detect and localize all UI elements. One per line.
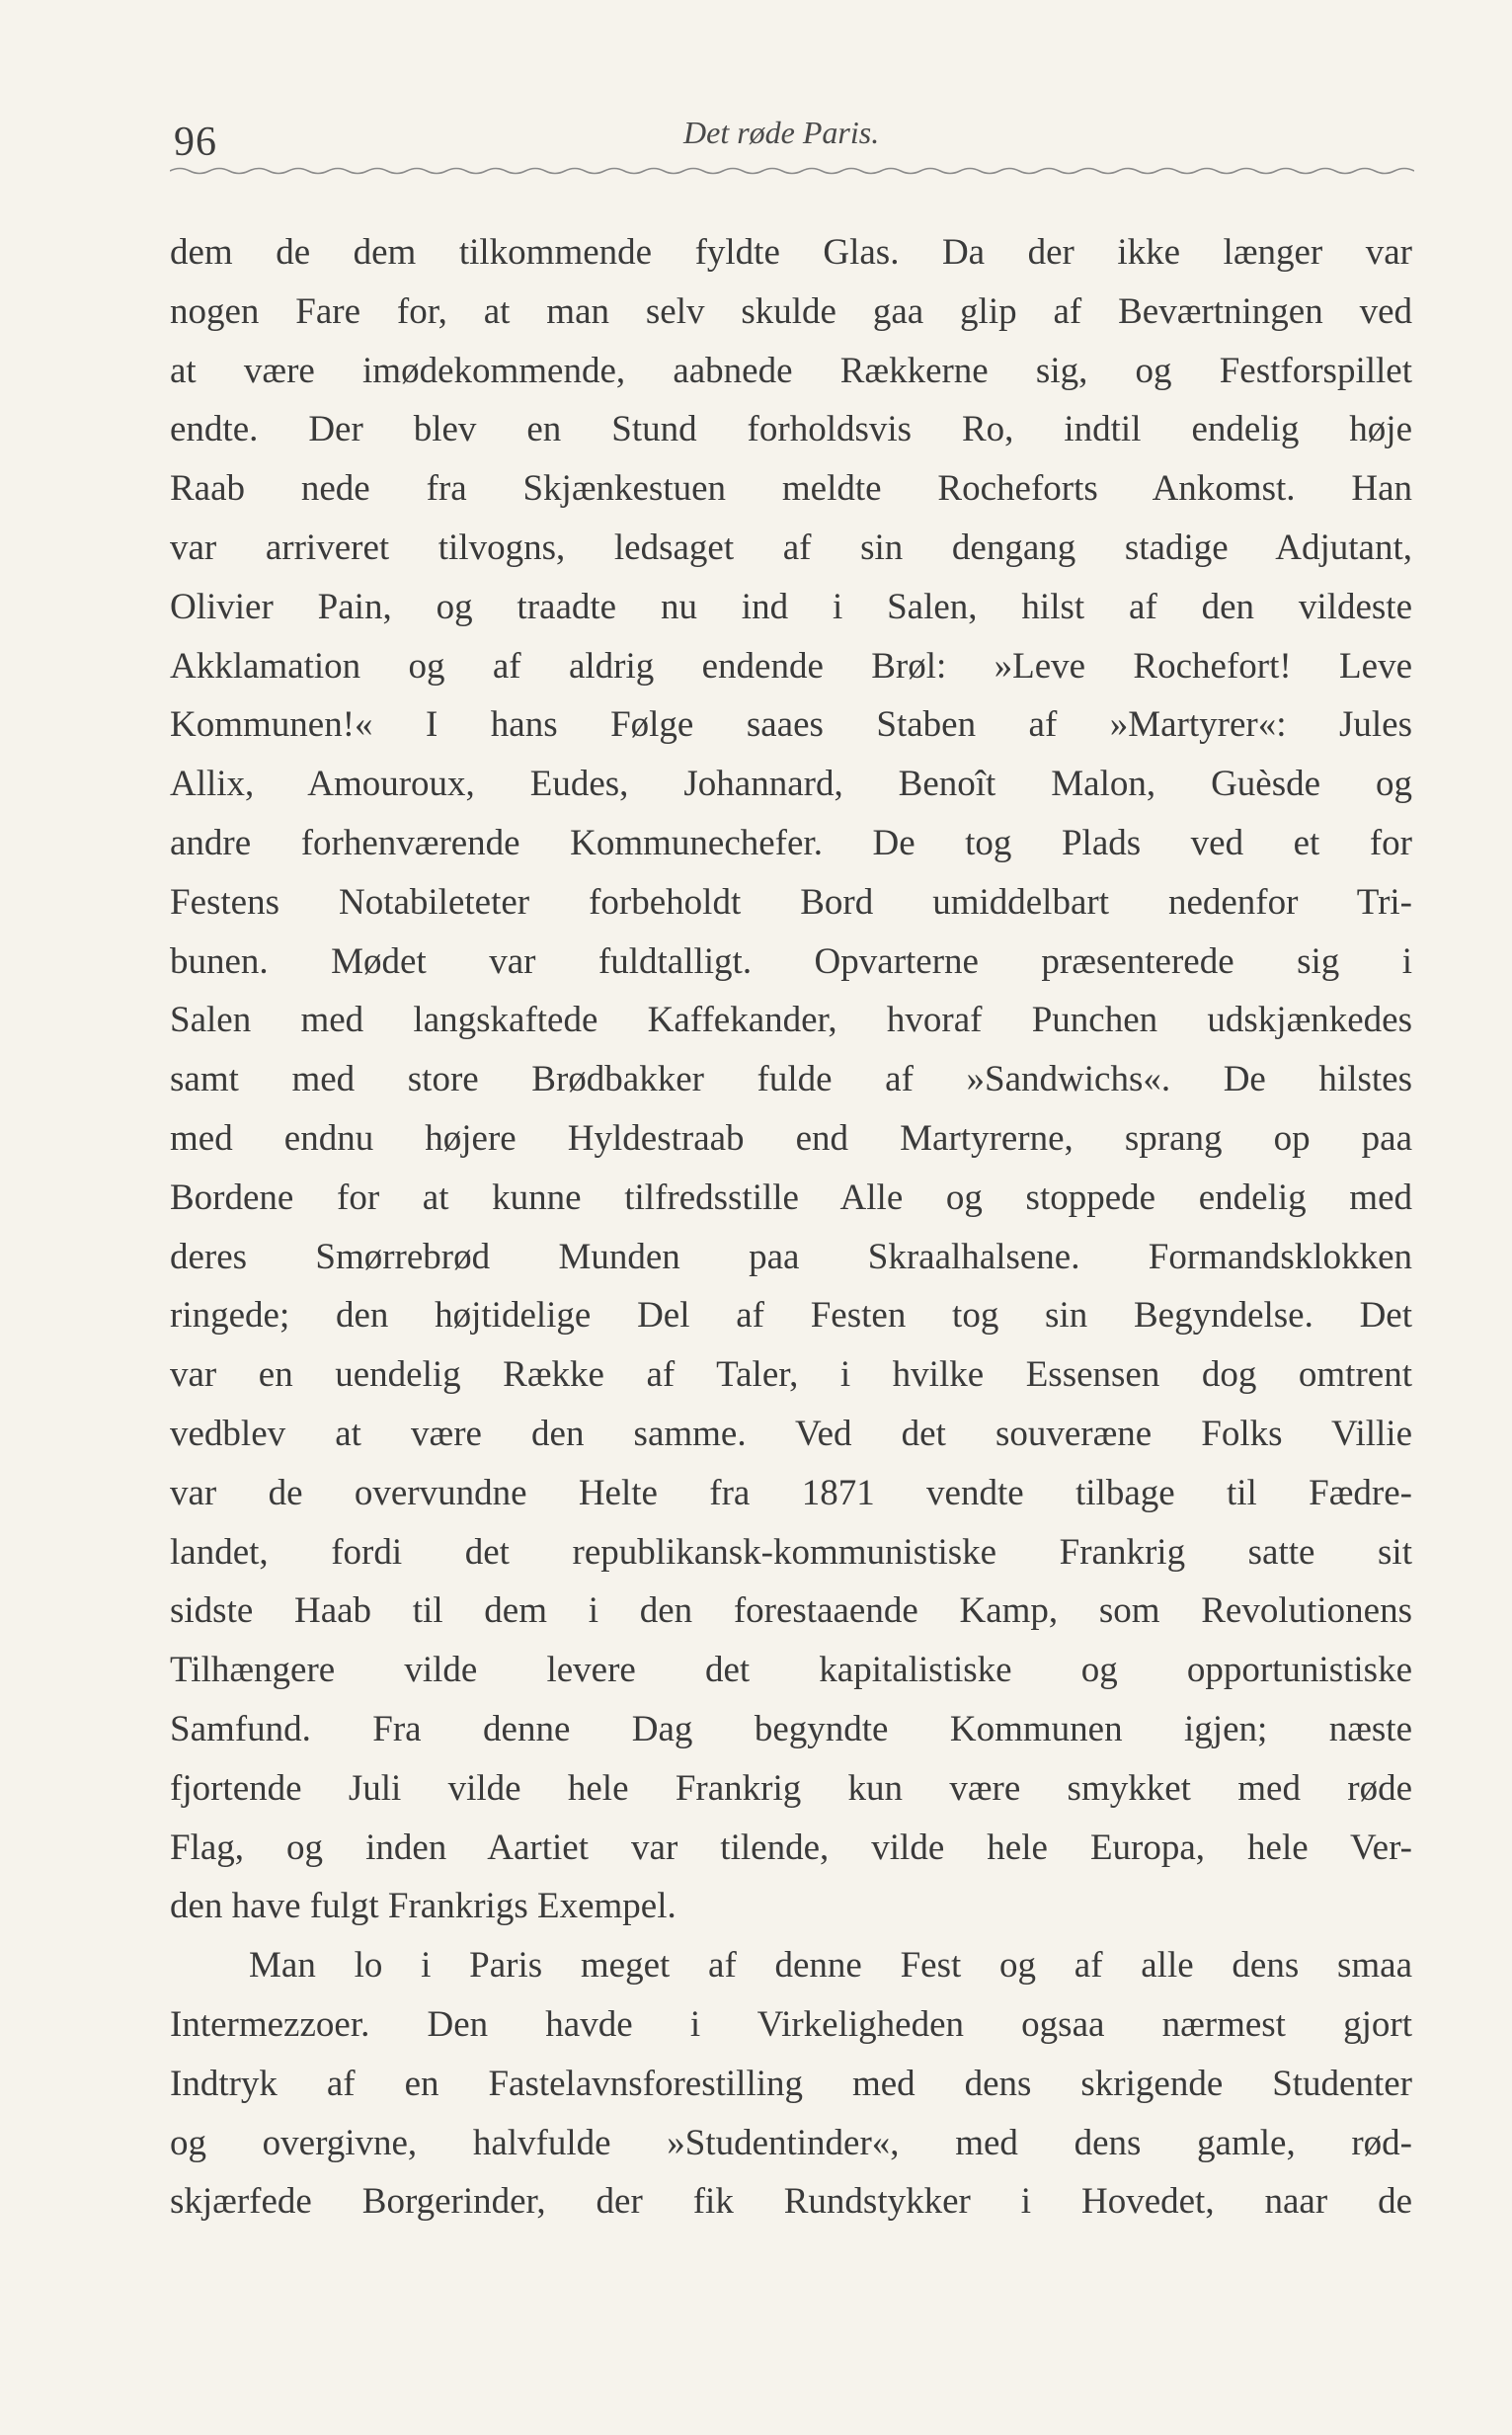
text-line: og overgivne, halvfulde »Studentinder«, med dens gamle, rød- (170, 2122, 1412, 2163)
text-line: Indtryk af en Fastelavnsforestilling med dens skrigende Studenter (170, 2063, 1412, 2104)
text-line: dem de dem tilkommende fyldte Glas. Da der ikke længer var (170, 232, 1412, 273)
text-line: sidste Haab til dem i den forestaaende Kamp, som Revolutionens (170, 1590, 1412, 1632)
text-line: Festens Notabileteter forbeholdt Bord umiddelbart nedenfor Tri- (170, 881, 1412, 923)
page-number: 96 (174, 120, 217, 165)
body-text (170, 223, 1412, 2232)
decorative-rule (170, 164, 1414, 178)
text-line: var de overvundne Helte fra 1871 vendte tilbage til Fædre- (170, 1472, 1412, 1513)
text-line: med endnu højere Hyldestraab end Martyrerne, sprang op paa (170, 1117, 1412, 1159)
text-line: ringede; den højtidelige Del af Festen tog sin Begyndelse. Det (170, 1295, 1412, 1337)
text-line: fjortende Juli vilde hele Frankrig kun være smykket med røde (170, 1767, 1412, 1809)
text-line: samt med store Brødbakker fulde af »Sandwichs«. De hilstes (170, 1059, 1412, 1100)
text-line: andre forhenværende Kommunechefer. De tog Plads ved et for (170, 822, 1412, 863)
text-line-paragraph-end: den have fulgt Frankrigs Exempel. (170, 1886, 676, 1927)
text-line: Bordene for at kunne tilfredsstille Alle og stoppede endelig med (170, 1177, 1412, 1218)
text-line: var arriveret tilvogns, ledsaget af sin dengang stadige Adjutant, (170, 527, 1412, 568)
text-line: at være imødekommende, aabnede Rækkerne sig, og Festforspillet (170, 350, 1412, 391)
text-line: Akklamation og af aldrig endende Brøl: »Leve Rochefort! Leve (170, 645, 1412, 687)
text-line-paragraph-start: Man lo i Paris meget af denne Fest og af alle dens smaa (249, 1945, 1412, 1987)
text-line: Samfund. Fra denne Dag begyndte Kommunen igjen; næste (170, 1708, 1412, 1749)
text-line: Salen med langskaftede Kaffekander, hvoraf Punchen udskjænkedes (170, 1000, 1412, 1041)
text-line: Kommunen!« I hans Følge saaes Staben af »Martyrer«: Jules (170, 704, 1412, 746)
text-line: landet, fordi det republikansk-kommunistiske Frankrig satte sit (170, 1531, 1412, 1573)
text-line: deres Smørrebrød Munden paa Skraalhalsene. Formandsklokken (170, 1236, 1412, 1277)
text-line: nogen Fare for, at man selv skulde gaa glip af Beværtningen ved (170, 290, 1412, 332)
text-line: skjærfede Borgerinder, der fik Rundstykker i Hovedet, naar de (170, 2181, 1412, 2223)
text-line: Intermezzoer. Den havde i Virkeligheden ogsaa nærmest gjort (170, 2003, 1412, 2045)
text-line: Flag, og inden Aartiet var tilende, vilde hele Europa, hele Ver- (170, 1826, 1412, 1868)
text-line: Olivier Pain, og traadte nu ind i Salen, hilst af den vildeste (170, 586, 1412, 627)
text-line: Raab nede fra Skjænkestuen meldte Rocheforts Ankomst. Han (170, 468, 1412, 510)
text-line: bunen. Mødet var fuldtalligt. Opvarterne præsenterede sig i (170, 940, 1412, 982)
text-line: var en uendelig Række af Taler, i hvilke Essensen dog omtrent (170, 1354, 1412, 1396)
page-header (170, 111, 1414, 170)
text-line: endte. Der blev en Stund forholdsvis Ro, indtil endelig høje (170, 409, 1412, 450)
running-title: Det røde Paris. (683, 115, 880, 150)
text-line: Tilhængere vilde levere det kapitalistiske og opportunistiske (170, 1650, 1412, 1691)
text-line: vedblev at være den samme. Ved det souveræne Folks Villie (170, 1413, 1412, 1454)
text-line: Allix, Amouroux, Eudes, Johannard, Benoît Malon, Guèsde og (170, 764, 1412, 805)
